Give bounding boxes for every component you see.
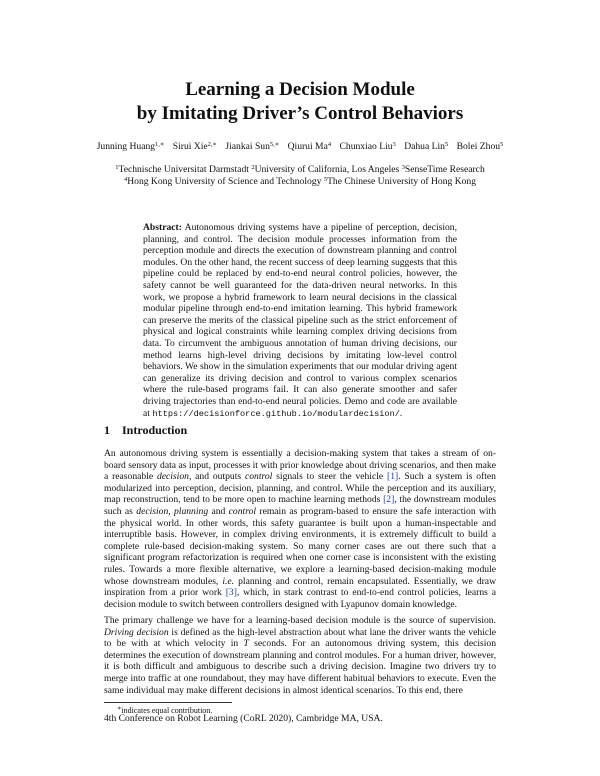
section-number: 1 — [104, 423, 110, 437]
abstract: Abstract: Autonomous driving systems have a pipeline of perception, decision, planning, and control. The decision module processes information from the perception module and directs the execution of downstream planning and control modules. On the other hand, the recent success of deep learning suggests that this pipeline could be replaced by end-to-end neural control policies, however, the safety cannot be well guaranteed for the data-driven neural networks. In this work, we propose a hybrid framework to learn neural decisions in the classical modular pipeline through end-to-end imitation learning. This hybrid framework can preserve the merits of the classical pipeline such as the strict enforcement of physical and logical constraints while learning complex driving decisions from data. To circumvent the ambiguous annotation of human driving decisions, our method learns high-level driving decisions by imitating low-level control behaviors. We show in the simulation experiments that our modular driving agent can generalize its driving decision and control to various complex scenarios where the rule-based programs fail. It can also generate smoother and safer driving trajectories than end-to-end neural policies. Demo and code are available at https://decisionforce.github.io/modulardecision/. — [143, 222, 458, 419]
project-url-link[interactable]: https://decisionforce.github.io/modulardecision/ — [152, 408, 400, 419]
author-list — [0, 141, 600, 153]
citation-link[interactable]: [3] — [225, 587, 237, 599]
venue-footer: 4th Conference on Robot Learning (CoRL 2020), Cambridge MA, USA. — [104, 713, 383, 724]
affiliations — [0, 164, 600, 188]
citation-link[interactable]: [2] — [383, 494, 395, 506]
footnote-divider — [104, 702, 232, 703]
author: Qiurui Ma$^4$ — [287, 141, 332, 152]
title-line-2: by Imitating Driver’s Control Behaviors — [136, 103, 464, 124]
abstract-label: Abstract: — [143, 222, 182, 233]
section-heading-introduction — [104, 423, 187, 438]
author: Junning Huang$^{1,∗}$ — [96, 141, 165, 152]
abstract-text: Autonomous driving systems have a pipeline of perception, decision, planning, and control. The decision module processes information from the perception module and directs the execution of downstream planning and control modules. On the other hand, the recent success of deep learning suggests that this pipeline could be replaced by end-to-end neural control policies, however, the safety cannot be well guaranteed for the data-driven neural networks. In this work, we propose a hybrid framework to learn neural decisions in the classical modular pipeline through end-to-end imitation learning. This hybrid framework can preserve the merits of the classical pipeline such as the strict enforcement of physical and logical constraints while learning complex driving decisions from data. To circumvent the ambiguous annotation of human driving decisions, our method learns high-level driving decisions by imitating low-level control behaviors. We show in the simulation experiments that our modular driving agent can generalize its driving decision and control to various complex scenarios where the rule-based programs fail. It can also generate smoother and safer driving trajectories than end-to-end neural policies. Demo and code are available at — [143, 222, 458, 419]
citation-link[interactable]: [1] — [387, 471, 399, 483]
footnote: ∗indicates equal contribution. — [117, 705, 213, 715]
author: Chunxiao Liu$^3$ — [339, 141, 396, 152]
author: Sirui Xie$^{2,∗}$ — [172, 141, 217, 152]
intro-paragraph-1: An autonomous driving system is essentially a decision-making system that takes a stream of on-board sensory data as input, processes it with prior knowledge about driving scenarios, and then make a reasonable decision, and outputs control signals to steer the vehicle [1]. Such a system is often modularized into perception, decision, planning, and control. While the perception and its auxiliary, map reconstruction, tend to be more open to machine learning methods [2], the downstream modules such as decision, planning and control remain as program-based to ensure the safe interaction with the physical world. In other words, this safety guarantee is built upon a human-inspectable and interruptible basis. However, in complex driving environments, it is extremely difficult to build a complete rule-based decision-making system. So many corner cases are out there such that a significant program refactorization is required when one corner case is inconsistent with the existing rules. Towards a more flexible alternative, we explore a learning-based decision-making module whose downstream modules, i.e. planning and control, remain encapsulated. Essentially, we draw inspiration from a prior work [3], which, in stark contrast to end-to-end control policies, learns a decision module to switch between controllers designed with Lyapunov domain knowledge. — [104, 448, 497, 610]
affiliation-line-2: $^4$Hong Kong University of Science and Technology $^5$The Chinese University of Hong Kong — [123, 176, 477, 187]
affiliation-line-1: $^1$Technische Universitat Darmstadt $^2$University of California, Los Angeles $^3$SenseTime Research — [115, 164, 485, 175]
author: Bolei Zhou$^5$ — [456, 141, 504, 152]
paper-title — [0, 78, 600, 126]
intro-paragraph-2: The primary challenge we have for a learning-based decision module is the source of supervision. Driving decision is defined as the high-level abstraction about what lane the driver wants the vehicle to be with at which velocity in T seconds. For an autonomous driving system, this decision determines the execution of downstream planning and control modules. For a human driver, however, it is both difficult and ambiguous to describe such a driving decision. Imagine two drivers try to merge into traffic at one roundabout, they may have different habitual behaviors to execute. Even the same individual may make different decisions in almost identical scenarios. To this end, there — [104, 615, 497, 696]
title-line-1: Learning a Decision Module — [185, 79, 415, 100]
section-title: Introduction — [122, 423, 188, 437]
author: Dahua Lin$^5$ — [404, 141, 449, 152]
author: Jiankai Sun$^{5,∗}$ — [225, 141, 280, 152]
